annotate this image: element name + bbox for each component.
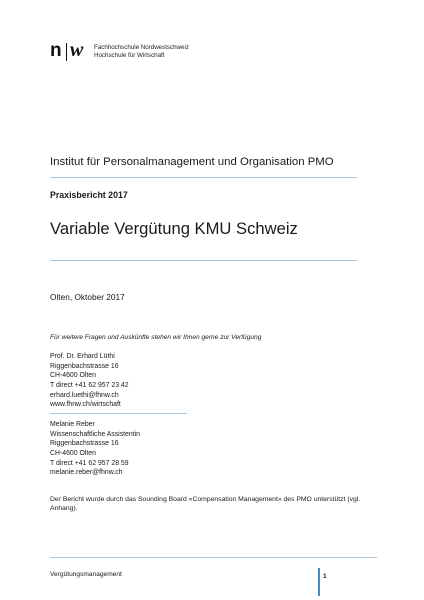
- contact-street: Riggenbachstrasse 16: [50, 362, 119, 370]
- divider: [50, 177, 357, 178]
- contact-city: CH-4600 Olten: [50, 450, 96, 458]
- divider: [50, 260, 357, 261]
- page-number: 1: [323, 573, 327, 580]
- logo-divider: [66, 43, 67, 61]
- place-date: Olten, Oktober 2017: [50, 292, 125, 302]
- contact-email[interactable]: melanie.reber@fhnw.ch: [50, 469, 123, 477]
- sounding-board-note: Der Bericht wurde durch das Sounding Board «Compensation Management» des PMO unterstützt (vgl. Anhang).: [50, 496, 361, 513]
- fhnw-logo: [50, 41, 200, 63]
- contact-phone: T direct +41 62 957 23 42: [50, 382, 129, 390]
- page-marker-bar: [318, 568, 320, 596]
- contact-street: Riggenbachstrasse 16: [50, 440, 119, 448]
- contact-website[interactable]: www.fhnw.ch/wirtschaft: [50, 401, 121, 409]
- logo-letter-w: w: [70, 39, 84, 61]
- logo-letter-n: n: [50, 40, 62, 61]
- contact-email[interactable]: erhard.luethi@fhnw.ch: [50, 391, 119, 399]
- document-title: Variable Vergütung KMU Schweiz: [50, 219, 298, 238]
- contact-phone: T direct +41 62 957 28 59: [50, 459, 129, 467]
- divider: [50, 413, 187, 414]
- institute-name: Institut für Personalmanagement und Organisation PMO: [50, 156, 334, 168]
- contact-role: Wissenschaftliche Assistentin: [50, 430, 140, 438]
- contact-name: Melanie Reber: [50, 421, 95, 428]
- contact-block-luethi: [50, 352, 129, 410]
- footer-divider: [50, 557, 377, 558]
- contact-intro: Für weitere Fragen und Auskünfte stehen wir Ihnen gerne zur Verfügung: [50, 334, 262, 341]
- report-kind: Praxisbericht 2017: [50, 190, 128, 200]
- footer-label: Vergütungsmanagement: [50, 571, 122, 578]
- logo-line-1: Fachhochschule Nordwestschweiz: [94, 44, 189, 51]
- contact-block-reber: [50, 420, 140, 478]
- logo-text: [94, 44, 189, 60]
- logo-line-2: Hochschule für Wirtschaft: [94, 52, 165, 59]
- contact-city: CH-4600 Olten: [50, 372, 96, 380]
- contact-name: Prof. Dr. Erhard Lüthi: [50, 353, 115, 360]
